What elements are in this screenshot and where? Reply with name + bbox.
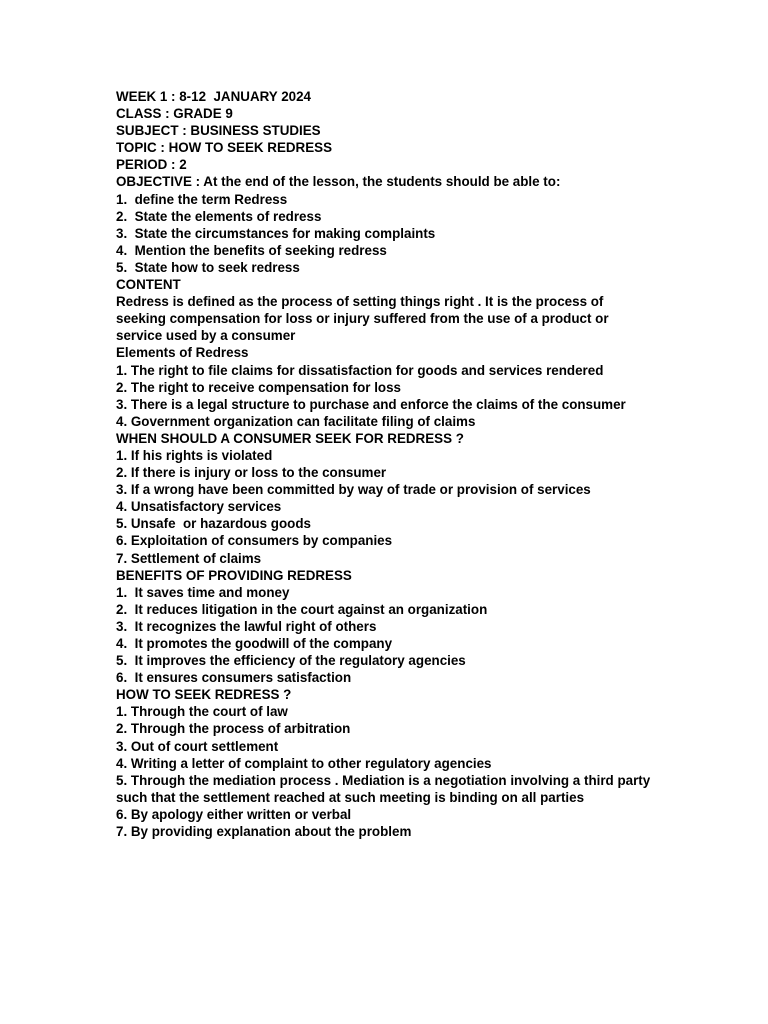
when-item: 2. If there is injury or loss to the consumer (116, 465, 387, 481)
how-item: 1. Through the court of law (116, 704, 288, 720)
topic-line: TOPIC : HOW TO SEEK REDRESS (116, 140, 333, 156)
when-item: 1. If his rights is violated (116, 447, 273, 463)
objective-item: 3. State the circumstances for making complaints (116, 225, 436, 241)
how-item: 7. By providing explanation about the problem (116, 824, 412, 840)
how-item: 2. Through the process of arbitration (116, 721, 351, 737)
how-item: 6. By apology either written or verbal (116, 806, 352, 822)
how-item: 4. Writing a letter of complaint to other regulatory agencies (116, 755, 492, 771)
week-line: WEEK 1 : 8-12 JANUARY 2024 (116, 89, 311, 104)
when-item: 7. Settlement of claims (116, 550, 262, 566)
objective-section (116, 173, 656, 276)
benefits-heading: BENEFITS OF PROVIDING REDRESS (116, 567, 352, 583)
elements-section (116, 344, 656, 429)
benefits-item: 6. It ensures consumers satisfaction (116, 670, 352, 686)
benefits-item: 1. It saves time and money (116, 584, 290, 600)
objective-item: 4. Mention the benefits of seeking redress (116, 242, 387, 258)
redress-definition: Redress is defined as the process of setting things right . It is the process of seeking compensation for loss or injury suffered from the use of a product or service used by a consumer (116, 294, 613, 344)
lesson-header (116, 88, 656, 173)
benefits-item: 4. It promotes the goodwill of the company (116, 636, 393, 651)
objective-item: 1. define the term Redress (116, 191, 288, 207)
elements-item: 4. Government organization can facilitate filing of claims (116, 413, 476, 429)
content-heading: CONTENT (116, 277, 181, 293)
objective-intro: OBJECTIVE : At the end of the lesson, the students should be able to: (116, 174, 561, 190)
when-item: 3. If a wrong have been committed by way of trade or provision of services (116, 482, 591, 498)
when-item: 4. Unsatisfactory services (116, 499, 282, 515)
period-line: PERIOD : 2 (116, 157, 187, 173)
when-section (116, 430, 656, 567)
document-page (116, 88, 656, 840)
when-item: 6. Exploitation of consumers by companies (116, 533, 393, 549)
how-heading: HOW TO SEEK REDRESS ? (116, 687, 292, 703)
benefits-section (116, 567, 656, 687)
elements-item: 1. The right to file claims for dissatisfaction for goods and services rendered (116, 362, 604, 378)
subject-line: SUBJECT : BUSINESS STUDIES (116, 123, 321, 139)
benefits-item: 5. It improves the efficiency of the regulatory agencies (116, 653, 466, 669)
benefits-item: 3. It recognizes the lawful right of others (116, 618, 377, 634)
benefits-item: 2. It reduces litigation in the court against an organization (116, 601, 488, 617)
when-heading: WHEN SHOULD A CONSUMER SEEK FOR REDRESS ? (116, 430, 464, 446)
when-item: 5. Unsafe or hazardous goods (116, 516, 311, 532)
elements-item: 3. There is a legal structure to purchase and enforce the claims of the consumer (116, 396, 626, 412)
objective-item: 5. State how to seek redress (116, 259, 300, 275)
content-section (116, 276, 656, 344)
elements-item: 2. The right to receive compensation for loss (116, 379, 401, 395)
how-item: 5. Through the mediation process . Mediation is a negotiation involving a third party such that the settlement reached at such meeting is binding on all parties (116, 772, 654, 805)
how-item: 3. Out of court settlement (116, 738, 279, 754)
objective-item: 2. State the elements of redress (116, 208, 322, 224)
elements-heading: Elements of Redress (116, 345, 249, 361)
how-section (116, 686, 656, 840)
class-line: CLASS : GRADE 9 (116, 106, 233, 122)
